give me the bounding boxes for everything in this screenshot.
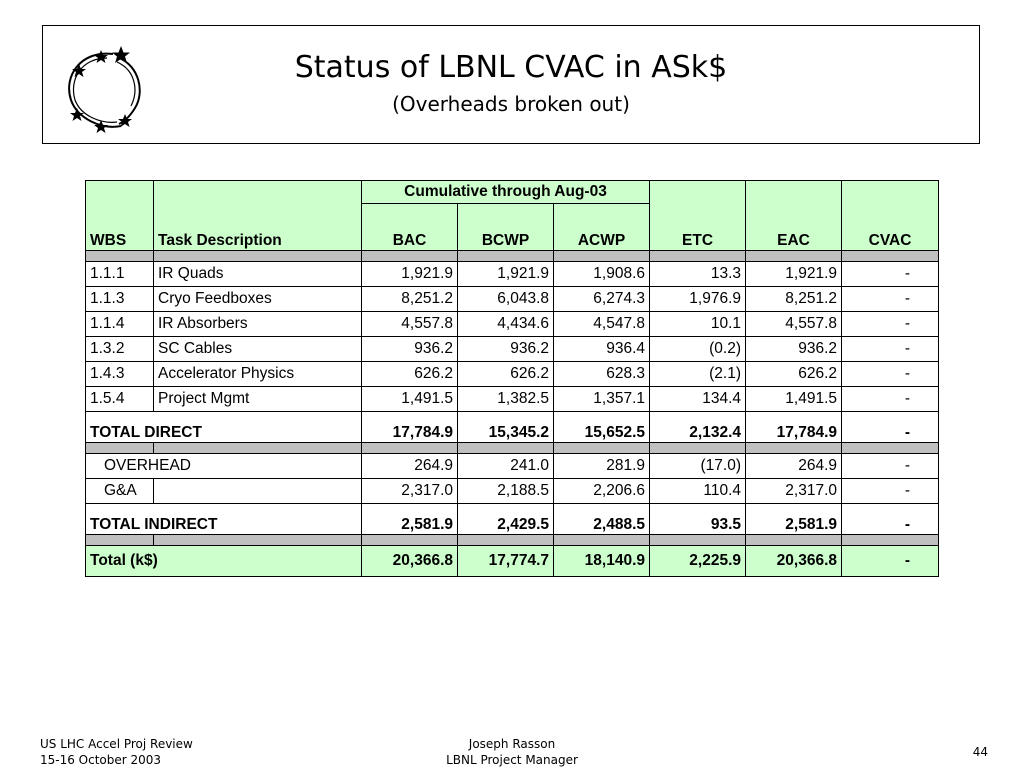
task-cell: Accelerator Physics: [154, 362, 362, 387]
bcwp-cell: 1,921.9: [458, 262, 554, 287]
separator-row: [86, 535, 939, 546]
table-row: [86, 387, 939, 412]
separator-row: [86, 443, 939, 454]
task-cell: Project Mgmt: [154, 387, 362, 412]
footer-presenter: Joseph Rasson: [468, 737, 556, 751]
cvac-cell: -: [842, 262, 939, 287]
ga-row: [86, 479, 939, 504]
wbs-cell: 1.1.4: [86, 312, 154, 337]
slide-title: Status of LBNL CVAC in ASk$: [294, 50, 728, 85]
total-direct-label: TOTAL DIRECT: [86, 412, 362, 443]
cvac-cell: -: [842, 454, 939, 479]
column-header-cvac: CVAC: [842, 204, 939, 251]
eac-cell: 2,581.9: [746, 504, 842, 535]
wbs-cell: 1.3.2: [86, 337, 154, 362]
header-row-columns: [86, 204, 939, 251]
bcwp-cell: 17,774.7: [458, 546, 554, 577]
bcwp-cell: 626.2: [458, 362, 554, 387]
bcwp-cell: 936.2: [458, 337, 554, 362]
cvac-cell: -: [842, 412, 939, 443]
column-header-eac: EAC: [746, 204, 842, 251]
etc-cell: (17.0): [650, 454, 746, 479]
bac-cell: 264.9: [362, 454, 458, 479]
acwp-cell: 628.3: [554, 362, 650, 387]
cvac-cell: -: [842, 546, 939, 577]
separator-row: [86, 251, 939, 262]
eac-cell: 626.2: [746, 362, 842, 387]
total-indirect-row: [86, 504, 939, 535]
slide-subtitle: (Overheads broken out): [392, 92, 630, 116]
group-header: Cumulative through Aug-03: [362, 181, 650, 204]
task-cell: [154, 479, 362, 504]
cvac-cell: -: [842, 337, 939, 362]
eac-cell: 8,251.2: [746, 287, 842, 312]
table-row: [86, 337, 939, 362]
cvac-cell: -: [842, 287, 939, 312]
etc-cell: 10.1: [650, 312, 746, 337]
footer-center: [0, 736, 1024, 768]
etc-cell: 13.3: [650, 262, 746, 287]
bac-cell: 8,251.2: [362, 287, 458, 312]
bcwp-cell: 1,382.5: [458, 387, 554, 412]
overhead-row: [86, 454, 939, 479]
task-cell: IR Quads: [154, 262, 362, 287]
task-cell: Cryo Feedboxes: [154, 287, 362, 312]
footer-role: LBNL Project Manager: [446, 753, 578, 767]
bac-cell: 1,491.5: [362, 387, 458, 412]
cvac-cell: -: [842, 504, 939, 535]
etc-cell: 2,225.9: [650, 546, 746, 577]
title-box: [42, 25, 980, 144]
acwp-cell: 2,488.5: [554, 504, 650, 535]
bac-cell: 17,784.9: [362, 412, 458, 443]
bcwp-cell: 2,188.5: [458, 479, 554, 504]
column-header-wbs: WBS: [86, 204, 154, 251]
acwp-cell: 15,652.5: [554, 412, 650, 443]
column-header-bcwp: BCWP: [458, 204, 554, 251]
cvac-cell: -: [842, 387, 939, 412]
etc-cell: 134.4: [650, 387, 746, 412]
column-header-bac: BAC: [362, 204, 458, 251]
bac-cell: 626.2: [362, 362, 458, 387]
wbs-cell: 1.1.1: [86, 262, 154, 287]
bac-cell: 20,366.8: [362, 546, 458, 577]
etc-cell: (0.2): [650, 337, 746, 362]
bcwp-cell: 2,429.5: [458, 504, 554, 535]
table-row: [86, 362, 939, 387]
table-row: [86, 312, 939, 337]
etc-cell: 1,976.9: [650, 287, 746, 312]
eac-cell: 1,921.9: [746, 262, 842, 287]
ga-label: G&A: [86, 479, 154, 504]
eac-cell: 20,366.8: [746, 546, 842, 577]
acwp-cell: 281.9: [554, 454, 650, 479]
task-cell: SC Cables: [154, 337, 362, 362]
total-direct-row: [86, 412, 939, 443]
bcwp-cell: 4,434.6: [458, 312, 554, 337]
wbs-cell: 1.4.3: [86, 362, 154, 387]
table-row: [86, 287, 939, 312]
acwp-cell: 1,357.1: [554, 387, 650, 412]
overhead-label: OVERHEAD: [86, 454, 362, 479]
bac-cell: 1,921.9: [362, 262, 458, 287]
etc-cell: 110.4: [650, 479, 746, 504]
column-header-task-description: Task Description: [154, 204, 362, 251]
column-header-acwp: ACWP: [554, 204, 650, 251]
wbs-cell: 1.1.3: [86, 287, 154, 312]
acwp-cell: 18,140.9: [554, 546, 650, 577]
eac-cell: 2,317.0: [746, 479, 842, 504]
bcwp-cell: 15,345.2: [458, 412, 554, 443]
bac-cell: 2,317.0: [362, 479, 458, 504]
etc-cell: 93.5: [650, 504, 746, 535]
cvac-table: [85, 180, 939, 577]
acwp-cell: 6,274.3: [554, 287, 650, 312]
footer-event: US LHC Accel Proj Review: [40, 737, 193, 751]
etc-cell: (2.1): [650, 362, 746, 387]
eac-cell: 936.2: [746, 337, 842, 362]
bac-cell: 4,557.8: [362, 312, 458, 337]
eac-cell: 1,491.5: [746, 387, 842, 412]
bac-cell: 2,581.9: [362, 504, 458, 535]
bcwp-cell: 6,043.8: [458, 287, 554, 312]
etc-cell: 2,132.4: [650, 412, 746, 443]
page-number: 44: [972, 745, 988, 759]
grand-total-row: [86, 546, 939, 577]
table-row: [86, 262, 939, 287]
total-indirect-label: TOTAL INDIRECT: [86, 504, 362, 535]
task-cell: IR Absorbers: [154, 312, 362, 337]
acwp-cell: 4,547.8: [554, 312, 650, 337]
header-row-group: [86, 181, 939, 204]
wbs-cell: 1.5.4: [86, 387, 154, 412]
eac-cell: 17,784.9: [746, 412, 842, 443]
grand-total-label: Total (k$): [86, 546, 362, 577]
eac-cell: 4,557.8: [746, 312, 842, 337]
footer-date: 15-16 October 2003: [40, 753, 162, 767]
acwp-cell: 936.4: [554, 337, 650, 362]
bac-cell: 936.2: [362, 337, 458, 362]
cvac-cell: -: [842, 479, 939, 504]
bcwp-cell: 241.0: [458, 454, 554, 479]
eac-cell: 264.9: [746, 454, 842, 479]
cvac-cell: -: [842, 312, 939, 337]
cvac-cell: -: [842, 362, 939, 387]
acwp-cell: 1,908.6: [554, 262, 650, 287]
column-header-etc: ETC: [650, 204, 746, 251]
acwp-cell: 2,206.6: [554, 479, 650, 504]
